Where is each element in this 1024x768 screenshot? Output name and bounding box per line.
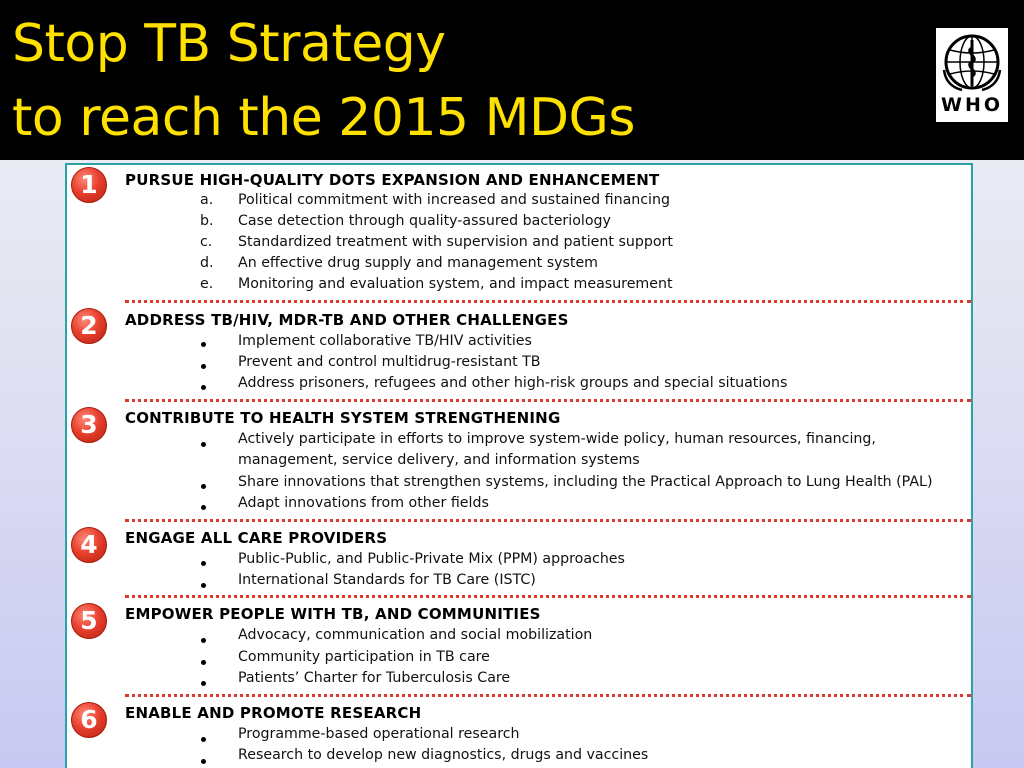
- section-heading: ADDRESS TB/HIV, MDR-TB AND OTHER CHALLENGES: [125, 311, 569, 329]
- section-heading: EMPOWER PEOPLE WITH TB, AND COMMUNITIES: [125, 605, 541, 623]
- list-item: Patients’ Charter for Tuberculosis Care: [238, 670, 511, 686]
- bullet-icon: [201, 385, 206, 390]
- who-logo: [936, 28, 1008, 122]
- bullet-icon: [201, 681, 206, 686]
- who-emblem-icon: [940, 30, 1004, 94]
- section-divider: [125, 399, 971, 402]
- bullet-icon: [201, 759, 206, 764]
- list-item: International Standards for TB Care (ISTC): [238, 572, 536, 588]
- list-item-continuation: management, service delivery, and information systems: [238, 452, 640, 468]
- list-item: Research to develop new diagnostics, drugs and vaccines: [238, 747, 649, 763]
- section-heading: CONTRIBUTE TO HEALTH SYSTEM STRENGTHENING: [125, 409, 561, 427]
- strategy-panel: [65, 163, 973, 768]
- list-item: Advocacy, communication and social mobilization: [238, 627, 593, 643]
- item-marker: e.: [200, 276, 214, 292]
- list-item: Community participation in TB care: [238, 649, 490, 665]
- bullet-icon: [201, 364, 206, 369]
- list-item: Adapt innovations from other fields: [238, 495, 489, 511]
- item-marker: d.: [200, 255, 214, 271]
- list-item: Public-Public, and Public-Private Mix (PPM) approaches: [238, 551, 625, 567]
- title-bar: [0, 0, 1024, 160]
- bullet-icon: [201, 442, 206, 447]
- slide-title-line-1: Stop TB Strategy: [12, 14, 446, 74]
- bullet-icon: [201, 342, 206, 347]
- bullet-icon: [201, 561, 206, 566]
- list-item: Political commitment with increased and sustained financing: [238, 192, 670, 208]
- section-heading: ENABLE AND PROMOTE RESEARCH: [125, 704, 422, 722]
- item-marker: a.: [200, 192, 214, 208]
- bullet-icon: [201, 484, 206, 489]
- bullet-icon: [201, 737, 206, 742]
- list-item: Address prisoners, refugees and other high-risk groups and special situations: [238, 375, 788, 391]
- section-divider: [125, 595, 971, 598]
- list-item: Standardized treatment with supervision and patient support: [238, 234, 673, 250]
- item-marker: b.: [200, 213, 214, 229]
- who-logo-text: WHO: [940, 94, 1003, 116]
- section-divider: [125, 694, 971, 697]
- section-divider: [125, 300, 971, 303]
- bullet-icon: [201, 660, 206, 665]
- section-divider: [125, 519, 971, 522]
- list-item: Prevent and control multidrug-resistant TB: [238, 354, 541, 370]
- list-item: Monitoring and evaluation system, and impact measurement: [238, 276, 673, 292]
- section-heading: ENGAGE ALL CARE PROVIDERS: [125, 529, 388, 547]
- item-marker: c.: [200, 234, 213, 250]
- list-item: Implement collaborative TB/HIV activities: [238, 333, 532, 349]
- section-heading: PURSUE HIGH-QUALITY DOTS EXPANSION AND ENHANCEMENT: [125, 171, 660, 189]
- section-number-badge: 4: [71, 527, 107, 563]
- section-number-badge: 2: [71, 308, 107, 344]
- list-item: Case detection through quality-assured bacteriology: [238, 213, 611, 229]
- bullet-icon: [201, 638, 206, 643]
- list-item: Programme-based operational research: [238, 726, 520, 742]
- section-number-badge: 6: [71, 702, 107, 738]
- list-item: Share innovations that strengthen systems, including the Practical Approach to Lung Health (PAL): [238, 474, 933, 490]
- section-number-badge: 5: [71, 603, 107, 639]
- bullet-icon: [201, 583, 206, 588]
- list-item: An effective drug supply and management system: [238, 255, 599, 271]
- section-number-badge: 3: [71, 407, 107, 443]
- bullet-icon: [201, 505, 206, 510]
- slide-title-line-2: to reach the 2015 MDGs: [12, 88, 635, 148]
- section-number-badge: 1: [71, 167, 107, 203]
- list-item: Actively participate in efforts to improve system-wide policy, human resources, financing,: [238, 431, 876, 447]
